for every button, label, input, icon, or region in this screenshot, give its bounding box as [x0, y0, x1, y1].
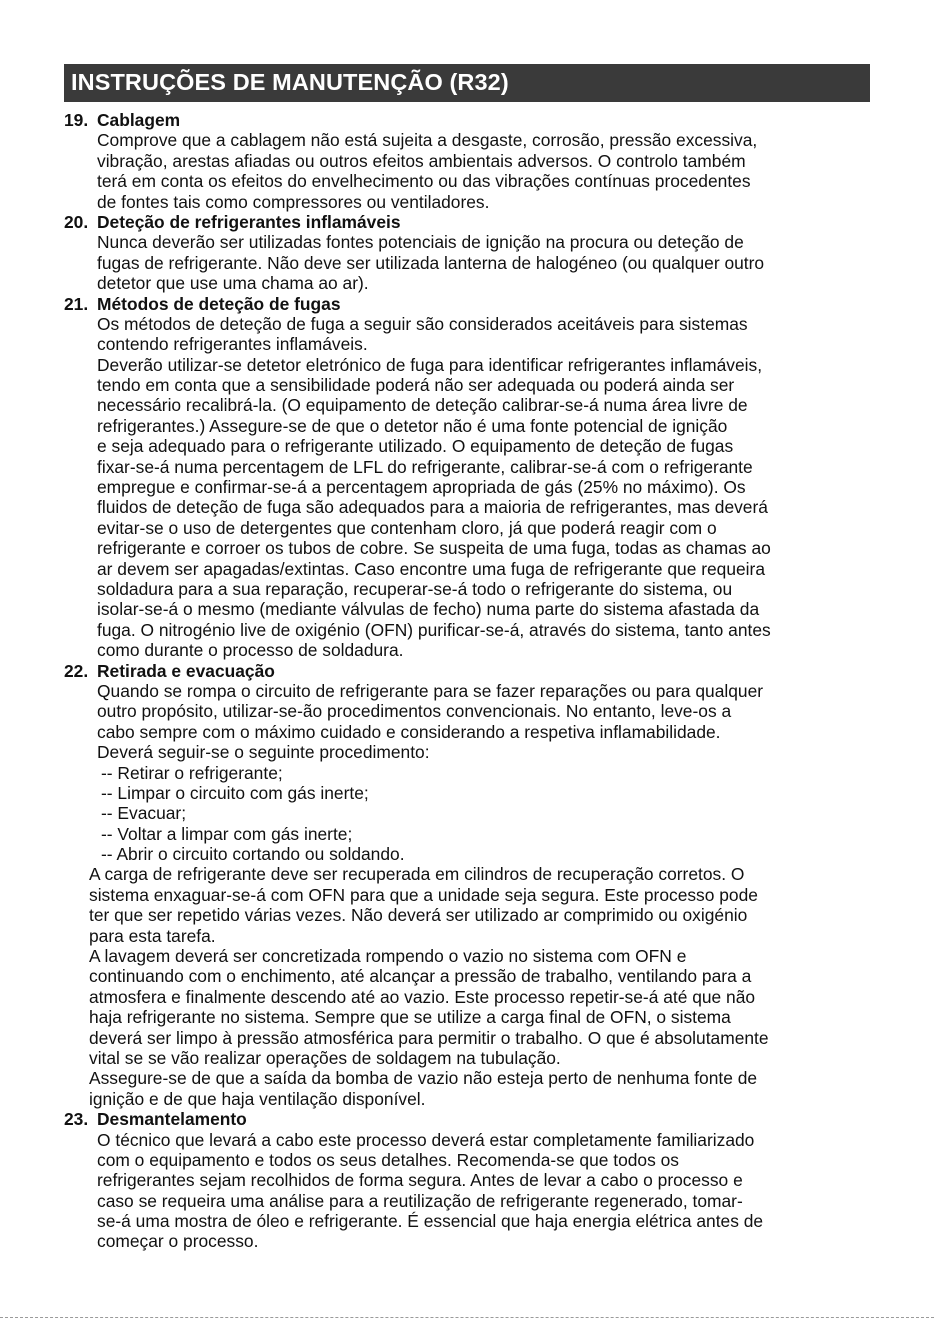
paragraph-line: com o equipamento e todos os seus detalhes. Recomenda-se que todos os	[97, 1149, 679, 1170]
paragraph-line: cabo sempre com o máximo cuidado e considerando a respetiva inflamabilidade.	[97, 721, 721, 742]
paragraph-line: deverá ser limpo à pressão atmosférica para permitir o trabalho. O que é absolutamente	[89, 1027, 769, 1048]
section-title: Retirada e evacuação	[97, 660, 275, 681]
paragraph-line: haja refrigerante no sistema. Sempre que se utilize a carga final de OFN, o sistema	[89, 1007, 731, 1028]
document-body	[64, 110, 874, 1252]
section-heading	[64, 212, 874, 232]
paragraph-line: soldadura para a sua reparação, recuperar-se-á todo o refrigerante do sistema, ou	[97, 578, 733, 599]
section-title: Desmantelamento	[97, 1109, 247, 1130]
section-number: 22.	[64, 660, 89, 681]
paragraph-line: vital se se vão realizar operações de soldagem na tubulação.	[89, 1047, 561, 1068]
banner-title: INSTRUÇÕES DE MANUTENÇÃO (R32)	[71, 69, 509, 96]
procedure-step: -- Evacuar;	[101, 803, 187, 824]
paragraph-line: Os métodos de deteção de fuga a seguir são considerados aceitáveis para sistemas	[97, 313, 748, 334]
section-banner	[64, 64, 870, 102]
paragraph-line: Deverá seguir-se o seguinte procedimento:	[97, 742, 430, 763]
paragraph-line: se-á uma mostra de óleo e refrigerante. É essencial que haja energia elétrica antes de	[97, 1211, 764, 1232]
section-number: 21.	[64, 293, 89, 314]
paragraph-line: e seja adequado para o refrigerante utilizado. O equipamento de deteção de fugas	[97, 436, 734, 457]
paragraph-line: continuando com o enchimento, até alcançar a pressão de trabalho, ventilando para a	[89, 966, 752, 987]
paragraph-line: contendo refrigerantes inflamáveis.	[97, 334, 368, 355]
paragraph-line: Assegure-se de que a saída da bomba de vazio não esteja perto de nenhuma fonte de	[89, 1068, 758, 1089]
paragraph-line: refrigerante e corroer os tubos de cobre. Se suspeita de uma fuga, todas as chamas ao	[97, 538, 771, 559]
section-number: 23.	[64, 1109, 89, 1130]
section-number: 20.	[64, 211, 89, 232]
section-heading	[64, 294, 874, 314]
section-title: Deteção de refrigerantes inflamáveis	[97, 211, 401, 232]
page-cut-line	[0, 1317, 934, 1318]
paragraph-line: tendo em conta que a sensibilidade poderá não ser adequada ou poderá ainda ser	[97, 375, 735, 396]
procedure-step: -- Abrir o circuito cortando ou soldando.	[101, 844, 405, 865]
paragraph-line: fluidos de deteção de fuga são adequados para a maioria de refrigerantes, mas deverá	[97, 497, 768, 518]
paragraph-line: empregue e confirmar-se-á a percentagem apropriada de gás (25% no máximo). Os	[97, 477, 746, 498]
procedure-step: -- Voltar a limpar com gás inerte;	[101, 823, 353, 844]
paragraph-line: outro propósito, utilizar-se-ão procedimentos convencionais. No entanto, leve-os a	[97, 701, 732, 722]
paragraph-line: fuga. O nitrogénio live de oxigénio (OFN) purificar-se-á, através do sistema, tanto antes	[97, 619, 771, 640]
section-number: 19.	[64, 110, 89, 130]
paragraph-line: ter que ser repetido várias vezes. Não deverá ser utilizado ar comprimido ou oxigénio	[89, 905, 748, 926]
paragraph-line: terá em conta os efeitos do envelhecimento ou das vibrações contínuas procedentes	[97, 171, 751, 192]
paragraph-line: necessário recalibrá-la. (O equipamento de deteção calibrar-se-á numa área livre de	[97, 395, 748, 416]
paragraph-line: caso se requeira uma análise para a reutilização de refrigerante regenerado, tomar-	[97, 1190, 743, 1211]
paragraph-line: começar o processo.	[97, 1231, 259, 1252]
section-heading	[64, 661, 874, 681]
procedure-step: -- Limpar o circuito com gás inerte;	[101, 782, 369, 803]
paragraph-line: ignição e de que haja ventilação disponível.	[89, 1088, 426, 1109]
paragraph-line: sistema enxaguar-se-á com OFN para que a unidade seja segura. Este processo pode	[89, 884, 758, 905]
paragraph-line: para esta tarefa.	[89, 925, 216, 946]
section-19	[64, 110, 874, 212]
section-title: Cablagem	[97, 110, 181, 130]
section-22	[64, 661, 874, 1110]
paragraph-line: refrigerantes sejam recolhidos de forma segura. Antes de levar a cabo o processo e	[97, 1170, 743, 1191]
paragraph-line: fugas de refrigerante. Não deve ser utilizada lanterna de halogéneo (ou qualquer outro	[97, 252, 765, 273]
section-heading	[64, 110, 874, 130]
paragraph-line: Quando se rompa o circuito de refrigerante para se fazer reparações ou para qualquer	[97, 680, 764, 701]
paragraph-line: isolar-se-á o mesmo (mediante válvulas de fecho) numa parte do sistema afastada da	[97, 599, 760, 620]
section-21	[64, 294, 874, 661]
paragraph-line: vibração, arestas afiadas ou outros efeitos ambientais adversos. O controlo também	[97, 150, 746, 171]
paragraph-line: evitar-se o uso de detergentes que contenham cloro, já que poderá reagir com o	[97, 517, 717, 538]
paragraph-line: refrigerantes.) Assegure-se de que o detetor não é uma fonte potencial de ignição	[97, 415, 728, 436]
paragraph-line: O técnico que levará a cabo este processo deverá estar completamente familiarizado	[97, 1129, 755, 1150]
section-heading	[64, 1109, 874, 1129]
paragraph-line: Deverão utilizar-se detetor eletrónico de fuga para identificar refrigerantes inflamáveis,	[97, 354, 763, 375]
section-20	[64, 212, 874, 294]
paragraph-line: atmosfera e finalmente descendo até ao vazio. Este processo repetir-se-á até que não	[89, 986, 756, 1007]
paragraph-line: Nunca deverão ser utilizadas fontes potenciais de ignição na procura ou deteção de	[97, 232, 744, 253]
paragraph-line: ar devem ser apagadas/extintas. Caso encontre uma fuga de refrigerante que requeira	[97, 558, 766, 579]
paragraph-line: fixar-se-á numa percentagem de LFL do refrigerante, calibrar-se-á com o refrigerante	[97, 456, 753, 477]
paragraph-line: A carga de refrigerante deve ser recuperada em cilindros de recuperação corretos. O	[89, 864, 745, 885]
paragraph-line: como durante o processo de soldadura.	[97, 640, 404, 661]
procedure-step: -- Retirar o refrigerante;	[101, 762, 283, 783]
section-title: Métodos de deteção de fugas	[97, 293, 341, 314]
paragraph-line: A lavagem deverá ser concretizada rompendo o vazio no sistema com OFN e	[89, 946, 687, 967]
paragraph-line: Comprove que a cablagem não está sujeita a desgaste, corrosão, pressão excessiva,	[97, 130, 758, 151]
paragraph-line: detetor que use uma chama ao ar).	[97, 273, 369, 294]
section-23	[64, 1109, 874, 1252]
paragraph-line: de fontes tais como compressores ou ventiladores.	[97, 191, 490, 212]
